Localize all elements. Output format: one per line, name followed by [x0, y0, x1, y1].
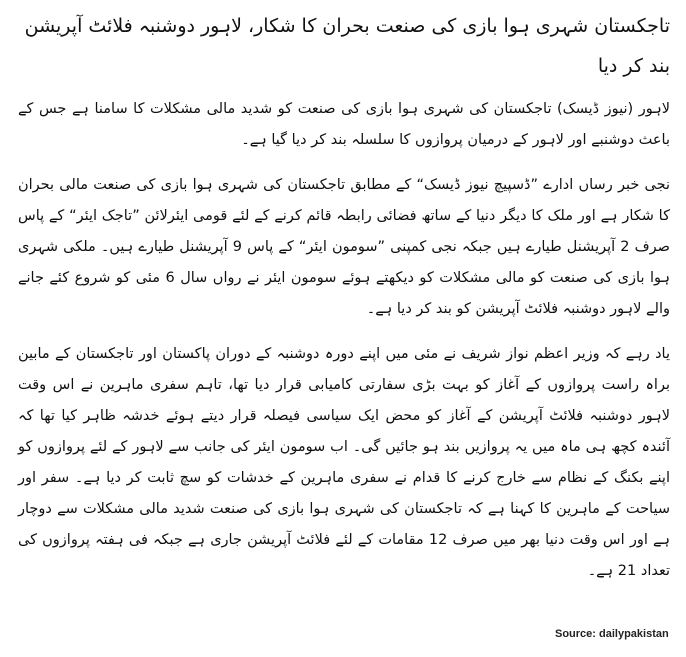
article-paragraph-2: نجی خبر رساں ادارے ”ڈسپیچ نیوز ڈیسک“ کے مطابق تاجکستان کی شہری ہوا بازی کی صنعت مالی بحران کا شکار ہے اور ملک کا دیگر دنیا کے ساتھ فضائی رابطہ قائم کرنے کے لئے قومی ایئرلائن ”تاجک ایئر“ کے پاس صرف 2 آپریشنل طیارے ہیں جبکہ نجی کمپنی ”سومون ایئر“ کے پاس 9 آپریشنل طیارے ہیں۔ ملکی شہری ہوا بازی کی صنعت کو مالی مشکلات کو دیکھتے ہوئے سومون ایئر نے رواں سال 6 مئی کو شروع کئے جانے والے لاہور دوشنبہ فلائٹ آپریشن کو بند کر دیا ہے۔ [18, 177, 670, 317]
article-headline: تاجکستان شہری ہوا بازی کی صنعت بحران کا شکار، لاہور دوشنبہ فلائٹ آپریشن بند کر دیا [24, 15, 670, 77]
article [18, 6, 670, 601]
source-credit: Source: dailypakistan [555, 628, 669, 640]
article-paragraph-3: یاد رہے کہ وزیر اعظم نواز شریف نے مئی میں اپنے دورہ دوشنبہ کے دوران پاکستان اور تاجکستان کے مابین براہ راست پروازوں کے آغاز کو بہت بڑی سفارتی کامیابی قرار دیا تھا، تاہم سفری ماہرین نے اس وقت لاہور دوشنبہ فلائٹ آپریشن کے آغاز کو محض ایک سیاسی فیصلہ قرار دیتے ہوئے خدشہ ظاہر کیا تھا کہ آئندہ کچھ ہی ماہ میں یہ پروازیں بند ہو جائیں گی۔ اب سومون ایئر کی جانب سے لاہور کے لئے پروازوں کو اپنے بکنگ کے نظام سے خارج کرنے کا قدام نے سفری ماہرین کے خدشات کو سچ ثابت کر دیا ہے۔ سفر اور سیاحت کے ماہرین کا کہنا ہے کہ تاجکستان کی شہری ہوا بازی کی صنعت شدید مالی مشکلات سے دوچار ہے اور اس وقت دنیا بھر میں صرف 12 مقامات کے لئے فلائٹ آپریشن جاری ہے جبکہ فی ہفتہ پروازوں کی تعداد 21 ہے۔ [18, 346, 670, 579]
article-paragraph-1: لاہور (نیوز ڈیسک) تاجکستان کی شہری ہوا بازی کی صنعت کو شدید مالی مشکلات کا سامنا ہے جس کے باعث دوشنبے اور لاہور کے درمیان پروازوں کا سلسلہ بند کر دیا گیا ہے۔ [18, 101, 670, 148]
